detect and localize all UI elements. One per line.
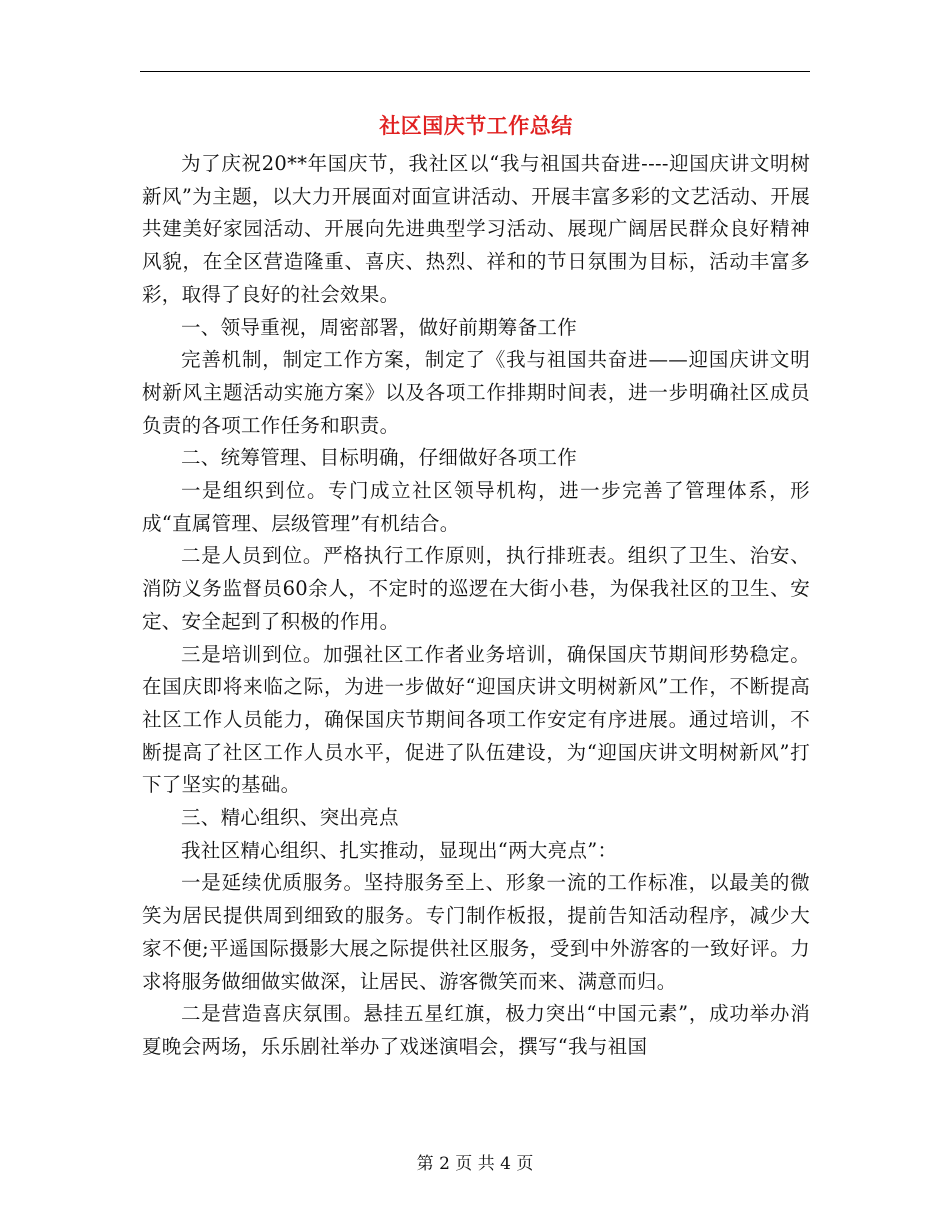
paragraph-mechanism: 完善机制，制定工作方案，制定了《我与祖国共奋进——迎国庆讲文明树新风主题活动实施方案》以及各项工作排期时间表，进一步明确社区成员负责的各项工作任务和职责。 bbox=[142, 348, 810, 437]
section-heading-3: 三、精心组织、突出亮点 bbox=[181, 806, 399, 830]
document-title: 社区国庆节工作总结 bbox=[379, 113, 573, 138]
paragraph-organization: 一是组织到位。专门成立社区领导机构，进一步完善了管理体系，形成“直属管理、层级管理”有机结合。 bbox=[142, 479, 810, 535]
paragraph-personnel: 二是人员到位。严格执行工作原则，执行排班表。组织了卫生、治安、消防义务监督员60余人，不定时的巡逻在大街小巷，为保我社区的卫生、安定、安全起到了积极的作用。 bbox=[142, 544, 810, 633]
header-rule bbox=[140, 71, 810, 72]
section-heading-2: 二、统筹管理、目标明确，仔细做好各项工作 bbox=[181, 446, 578, 470]
intro-paragraph: 为了庆祝20**年国庆节，我社区以“我与祖国共奋进----迎国庆讲文明树新风”为主题，以大力开展面对面宣讲活动、开展丰富多彩的文艺活动、开展共建美好家园活动、开展向先进典型学习活动、展现广阔居民群众良好精神风貌，在全区营造隆重、喜庆、热烈、祥和的节日氛围为目标，活动丰富多彩，取得了良好的社会效果。 bbox=[142, 152, 810, 306]
document-body bbox=[142, 106, 810, 1064]
paragraph-atmosphere: 二是营造喜庆氛围。悬挂五星红旗，极力突出“中国元素”，成功举办消夏晚会两场，乐乐剧社举办了戏迷演唱会，撰写“我与祖国 bbox=[142, 1002, 810, 1058]
paragraph-training: 三是培训到位。加强社区工作者业务培训，确保国庆节期间形势稳定。在国庆即将来临之际，为进一步做好“迎国庆讲文明树新风”工作，不断提高社区工作人员能力，确保国庆节期间各项工作安定有序进展。通过培训，不断提高了社区工作人员水平，促进了队伍建设，为“迎国庆讲文明树新风”打下了坚实的基础。 bbox=[142, 642, 810, 797]
page-number: 第 2 页 共 4 页 bbox=[416, 1154, 534, 1174]
paragraph-service: 一是延续优质服务。坚持服务至上、形象一流的工作标准，以最美的微笑为居民提供周到细致的服务。专门制作板报，提前告知活动程序，减少大家不便;平遥国际摄影大展之际提供社区服务，受到中外游客的一致好评。力求将服务做细做实做深，让居民、游客微笑而来、满意而归。 bbox=[142, 871, 810, 993]
section-heading-1: 一、领导重视，周密部署，做好前期筹备工作 bbox=[181, 315, 578, 339]
paragraph-highlights-intro: 我社区精心组织、扎实推动，显现出“两大亮点”： bbox=[181, 838, 618, 862]
